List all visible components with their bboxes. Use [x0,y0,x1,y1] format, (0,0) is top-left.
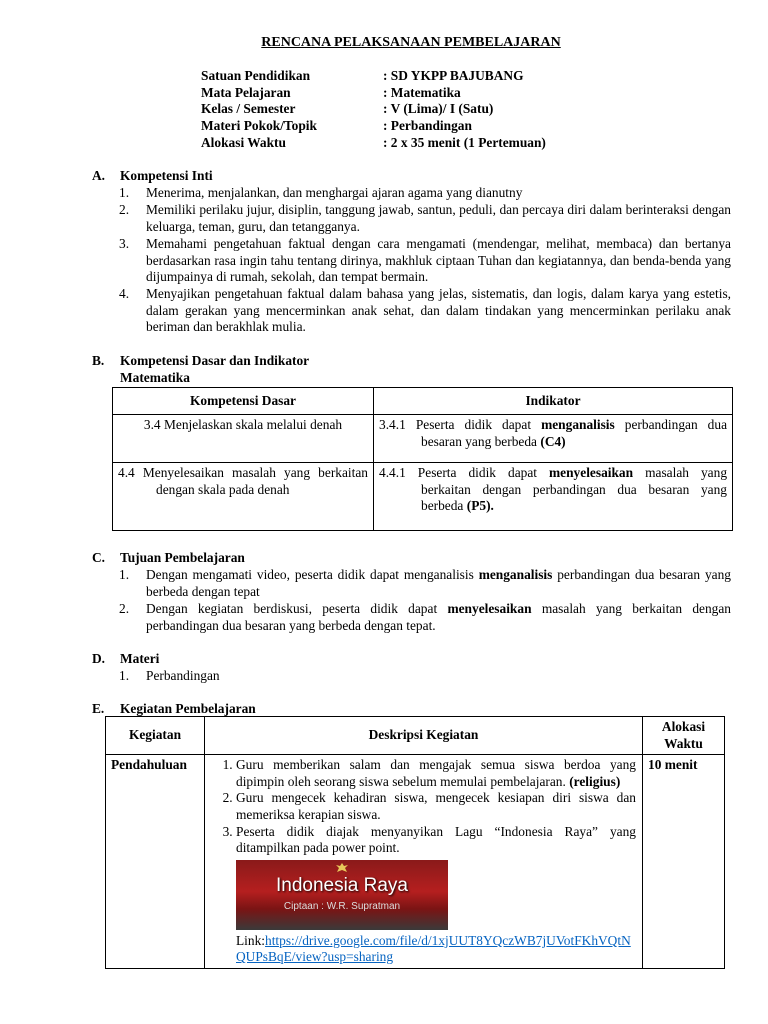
link-label: Link: [236,932,266,948]
table-header: Kompetensi Dasar [113,388,374,415]
list-item: 1. Guru memberikan salam dan mengajak semua siswa berdoa yang dipimpin oleh seorang siswa sebelum memulai pembelajaran. (religius) [236,757,636,790]
section-d-letter: D. [92,651,106,666]
list-item: Perbandingan [146,668,220,683]
table-header: Kegiatan [106,717,205,755]
video-link[interactable]: https://drive.google.com/file/d/1xjUUT8YQczWB7jUVotFKhVQtNQUPsBqE/view?usp=sharing [236,932,631,965]
indikator-cell: 4.4.1 Peserta didik dapat menyelesaikan masalah yang berkaitan dengan perbandingan dua besaran yang berbeda (P5). [374,463,733,531]
list-number: 2. [119,202,130,217]
deskripsi-cell [205,755,643,969]
identity-label: Mata Pelajaran [201,85,291,100]
section-e-letter: E. [92,701,105,716]
list-item: 2. Guru mengecek kehadiran siswa, mengecek kesiapan diri siswa dan memeriksa kerapian siswa. [236,790,636,823]
section-d-title: Materi [120,651,160,666]
identity-value: : V (Lima)/ I (Satu) [383,101,494,116]
alokasi-cell: 10 menit [643,755,725,969]
identity-label: Materi Pokok/Topik [201,118,317,133]
list-number: 1. [119,567,130,582]
section-c-title: Tujuan Pembelajaran [120,550,245,565]
list-number: 4. [119,286,130,301]
list-item: Dengan kegiatan berdiskusi, peserta didik dapat menyelesaikan masalah yang berkaitan dengan perbandingan dua besaran yang berbeda dengan tepat. [146,601,731,633]
kompetensi-table [112,387,733,531]
table-header: Indikator [374,388,733,415]
indikator-cell: 3.4.1 Peserta didik dapat menganalisis perbandingan dua besaran yang berbeda (C4) [374,415,733,463]
identity-value: : Matematika [383,85,461,100]
list-item: Menerima, menjalankan, dan menghargai ajaran agama yang dianutny [146,185,523,200]
list-item: 3. Peserta didik diajak menyanyikan Lagu “Indonesia Raya” yang ditampilkan pada power point. Indonesia Raya Ciptaan : W.R. Supratman Link:https://drive.google.com/file/d/1xjUUT8YQczWB7jUVotFKhVQtNQUPsBqE/view?usp=sharing [236,824,636,966]
list-number: 2. [119,601,130,616]
kegiatan-cell: Pendahuluan [106,755,205,969]
table-row [106,755,725,969]
section-e-title: Kegiatan Pembelajaran [120,701,256,716]
section-b-title: Kompetensi Dasar dan Indikator [120,353,310,368]
section-a-letter: A. [92,168,106,183]
kegiatan-table [105,716,725,969]
identity-value: : Perbandingan [383,118,472,133]
identity-value: : 2 x 35 menit (1 Pertemuan) [383,135,546,150]
list-number: 3. [119,236,130,251]
video-subtitle: Ciptaan : W.R. Supratman [283,900,401,912]
video-title: Indonesia Raya [275,874,409,896]
list-item: Memiliki perilaku jujur, disiplin, tanggung jawab, santun, peduli, dan percaya diri dalam berinteraksi dengan keluarga, teman, guru, dan tetangganya. [146,202,731,234]
kd-cell: 3.4 Menjelaskan skala melalui denah [113,415,374,463]
list-number: 1. [119,185,130,200]
identity-label: Alokasi Waktu [201,135,286,150]
identity-value: : SD YKPP BAJUBANG [383,68,524,83]
kd-cell: 4.4 Menyelesaikan masalah yang berkaitan dengan skala pada denah [113,463,374,531]
list-item: Dengan mengamati video, peserta didik dapat menganalisis menganalisis perbandingan dua besaran yang berbeda dengan tepat [146,567,731,599]
list-item: Menyajikan pengetahuan faktual dalam bahasa yang jelas, sistematis, dan logis, dalam karya yang estetis, dalam gerakan yang mencerminkan anak sehat, dan dalam tindakan yang mencerminkan perilaku anak beriman dan berakhlak mulia. [146,286,731,335]
video-thumbnail[interactable] [236,860,448,930]
kegiatan-list [210,757,636,966]
table-header: Alokasi Waktu [643,717,725,755]
section-b-subtitle: Matematika [120,370,190,385]
section-a-title: Kompetensi Inti [120,168,213,183]
table-header: Deskripsi Kegiatan [205,717,643,755]
list-number: 1. [119,668,130,683]
identity-label: Kelas / Semester [201,101,296,116]
list-item: Memahami pengetahuan faktual dengan cara mengamati (mendengar, melihat, membaca) dan bertanya berdasarkan rasa ingin tahu tentang dirinya, makhluk ciptaan Tuhan dan kegiatannya, dan benda-benda yang dijumpainya di rumah, sekolah, dan tempat bermain. [146,236,731,285]
section-b-letter: B. [92,353,105,368]
table-row [113,415,733,463]
document-title: RENCANA PELAKSANAAN PEMBELAJARAN [261,35,561,50]
identity-label: Satuan Pendidikan [201,68,311,83]
section-c-letter: C. [92,550,106,565]
garuda-icon [335,862,349,874]
table-row [113,463,733,531]
